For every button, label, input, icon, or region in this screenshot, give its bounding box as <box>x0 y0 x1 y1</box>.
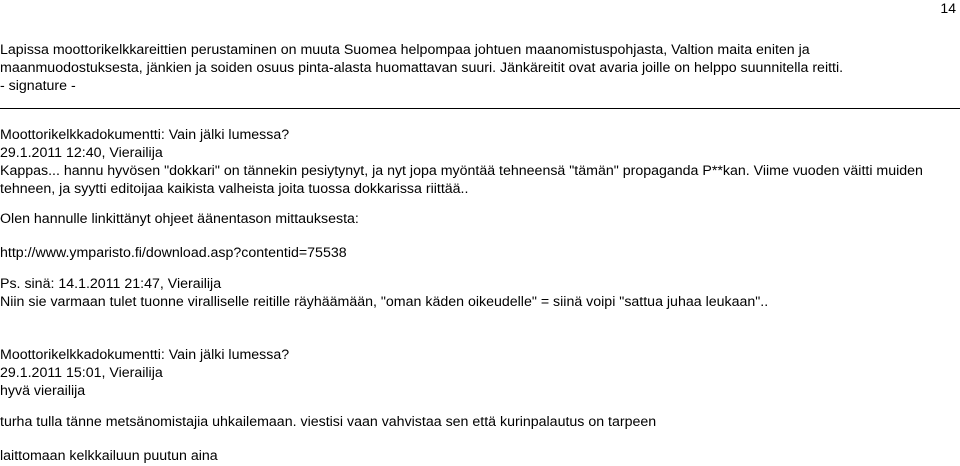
measurement-link[interactable]: http://www.ymparisto.fi/download.asp?contentid=75538 <box>0 245 347 261</box>
signature: - signature - <box>0 78 76 94</box>
post-greeting: hyvä vierailija <box>0 383 86 399</box>
link-note: Olen hannulle linkittänyt ohjeet äänentason mittauksesta: <box>0 211 359 227</box>
post-body-line-2: laittomaan kelkkailuun puutun aina <box>0 448 218 464</box>
post-meta: 29.1.2011 15:01, Vierailija <box>0 365 163 381</box>
ps-meta: Ps. sinä: 14.1.2011 21:47, Vierailija <box>0 276 222 292</box>
ps-text: Niin sie varmaan tulet tuonne viralliselle reitille räyhäämään, "oman käden oikeudelle" = siinä voipi "sattua juhaa leukaan".. <box>0 294 769 310</box>
page-number: 14 <box>940 0 956 16</box>
post-subject: Moottorikelkkadokumentti: Vain jälki lumessa? <box>0 127 290 143</box>
intro-text-line-1: Lapissa moottorikelkkareittien perustaminen on muuta Suomea helpompaa johtuen maanomistuspohjasta, Valtion maita eniten ja <box>0 42 810 58</box>
post-divider <box>0 108 960 109</box>
post-body-line-1: Kappas... hannu hyvösen "dokkari" on tännekin pesiytynyt, ja nyt jopa myöntää tehneensä "tämän" propaganda P**kan. Viime vuoden väitti muiden <box>0 163 923 179</box>
post-subject: Moottorikelkkadokumentti: Vain jälki lumessa? <box>0 347 290 363</box>
post-meta: 29.1.2011 12:40, Vierailija <box>0 145 163 161</box>
post-body-line-2: tehneen, ja syytti editoijaa kaikista valheista joita tuossa dokkarissa riittää.. <box>0 181 469 197</box>
intro-text-line-2: maanmuodostuksesta, jänkien ja soiden osuus pinta-alasta huomattavan suuri. Jänkäreitit ovat avaria joille on helppo suunnitella reitti. <box>0 60 844 76</box>
post-body-line-1: turha tulla tänne metsänomistajia uhkailemaan. viestisi vaan vahvistaa sen että kurinpalautus on tarpeen <box>0 414 657 430</box>
